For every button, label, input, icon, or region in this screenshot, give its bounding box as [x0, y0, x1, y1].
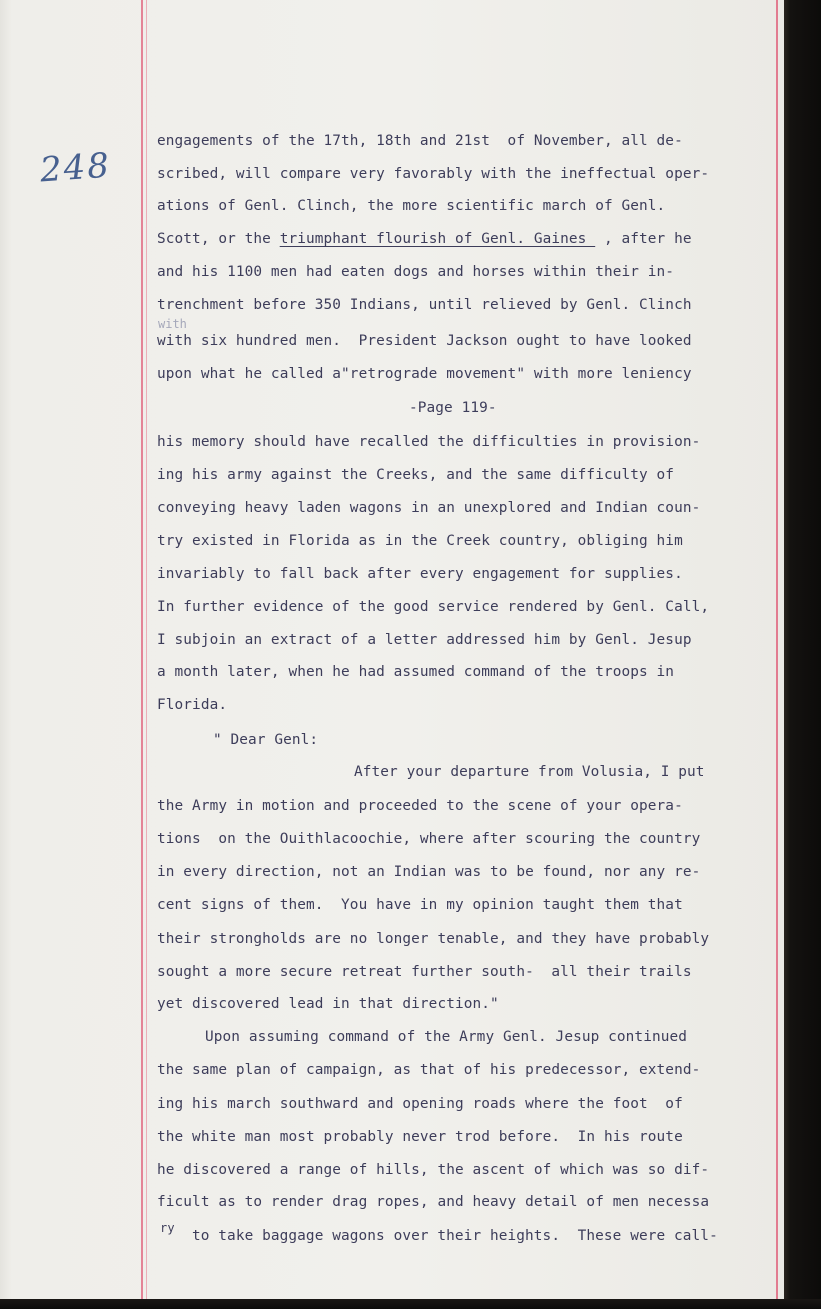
- text-line: with six hundred men. President Jackson ought to have looked: [157, 333, 692, 349]
- text-line: in every direction, not an Indian was to be found, nor any re-: [157, 864, 701, 880]
- handwritten-page-number: 248: [38, 145, 113, 191]
- text-line: he discovered a range of hills, the ascent of which was so dif-: [157, 1162, 710, 1178]
- left-margin-rule: [141, 0, 143, 1299]
- text-line: try existed in Florida as in the Creek country, obliging him: [157, 533, 683, 549]
- text-line: the same plan of campaign, as that of his predecessor, extend-: [157, 1062, 701, 1078]
- text-line: trenchment before 350 Indians, until relieved by Genl. Clinch: [157, 297, 692, 313]
- letter-salutation: " Dear Genl:: [213, 732, 319, 748]
- text-line: ations of Genl. Clinch, the more scientific march of Genl.: [157, 198, 666, 214]
- scan-bottom-edge: [0, 1299, 821, 1309]
- text-line: conveying heavy laden wagons in an unexplored and Indian coun-: [157, 500, 701, 516]
- margin-fragment: ry: [160, 1221, 175, 1235]
- text-line: ficult as to render drag ropes, and heavy detail of men necessa: [157, 1194, 710, 1210]
- text-line: the Army in motion and proceeded to the scene of your opera-: [157, 798, 683, 814]
- text-line: ing his army against the Creeks, and the same difficulty of: [157, 467, 675, 483]
- text-line: I subjoin an extract of a letter addressed him by Genl. Jesup: [157, 632, 692, 648]
- text-line: In further evidence of the good service rendered by Genl. Call,: [157, 599, 710, 615]
- right-margin-rule: [776, 0, 778, 1299]
- left-margin-rule-secondary: [146, 0, 147, 1299]
- text-line: and his 1100 men had eaten dogs and horses within their in-: [157, 264, 675, 280]
- text-line-with-underline: Scott, or the triumphant flourish of Genl. Gaines , after he: [157, 231, 692, 247]
- text-line: engagements of the 17th, 18th and 21st of November, all de-: [157, 133, 683, 149]
- text-line: their strongholds are no longer tenable, and they have probably: [157, 931, 710, 947]
- text-line: Florida.: [157, 697, 228, 713]
- text-line: his memory should have recalled the difficulties in provision-: [157, 434, 701, 450]
- scan-dark-edge: [784, 0, 821, 1309]
- text-line: cent signs of them. You have in my opinion taught them that: [157, 897, 683, 913]
- text-line: to take baggage wagons over their heights. These were call-: [192, 1228, 718, 1244]
- text-line: scribed, will compare very favorably with the ineffectual oper-: [157, 166, 710, 182]
- ghost-margin-text: with: [158, 317, 187, 331]
- page-marker: -Page 119-: [409, 400, 497, 416]
- text-line: a month later, when he had assumed command of the troops in: [157, 664, 675, 680]
- text-line: yet discovered lead in that direction.": [157, 996, 499, 1012]
- underlined-phrase: triumphant flourish of Genl. Gaines: [279, 231, 596, 247]
- text-line: Upon assuming command of the Army Genl. Jesup continued: [205, 1029, 688, 1045]
- text-line: the white man most probably never trod before. In his route: [157, 1129, 683, 1145]
- text-line: sought a more secure retreat further south- all their trails: [157, 964, 692, 980]
- text-line: invariably to fall back after every engagement for supplies.: [157, 566, 683, 582]
- text-line: After your departure from Volusia, I put: [354, 764, 705, 780]
- text-line: upon what he called a"retrograde movement" with more leniency: [157, 366, 692, 382]
- text-line: ing his march southward and opening roads where the foot of: [157, 1096, 683, 1112]
- text-line: tions on the Ouithlacoochie, where after scouring the country: [157, 831, 701, 847]
